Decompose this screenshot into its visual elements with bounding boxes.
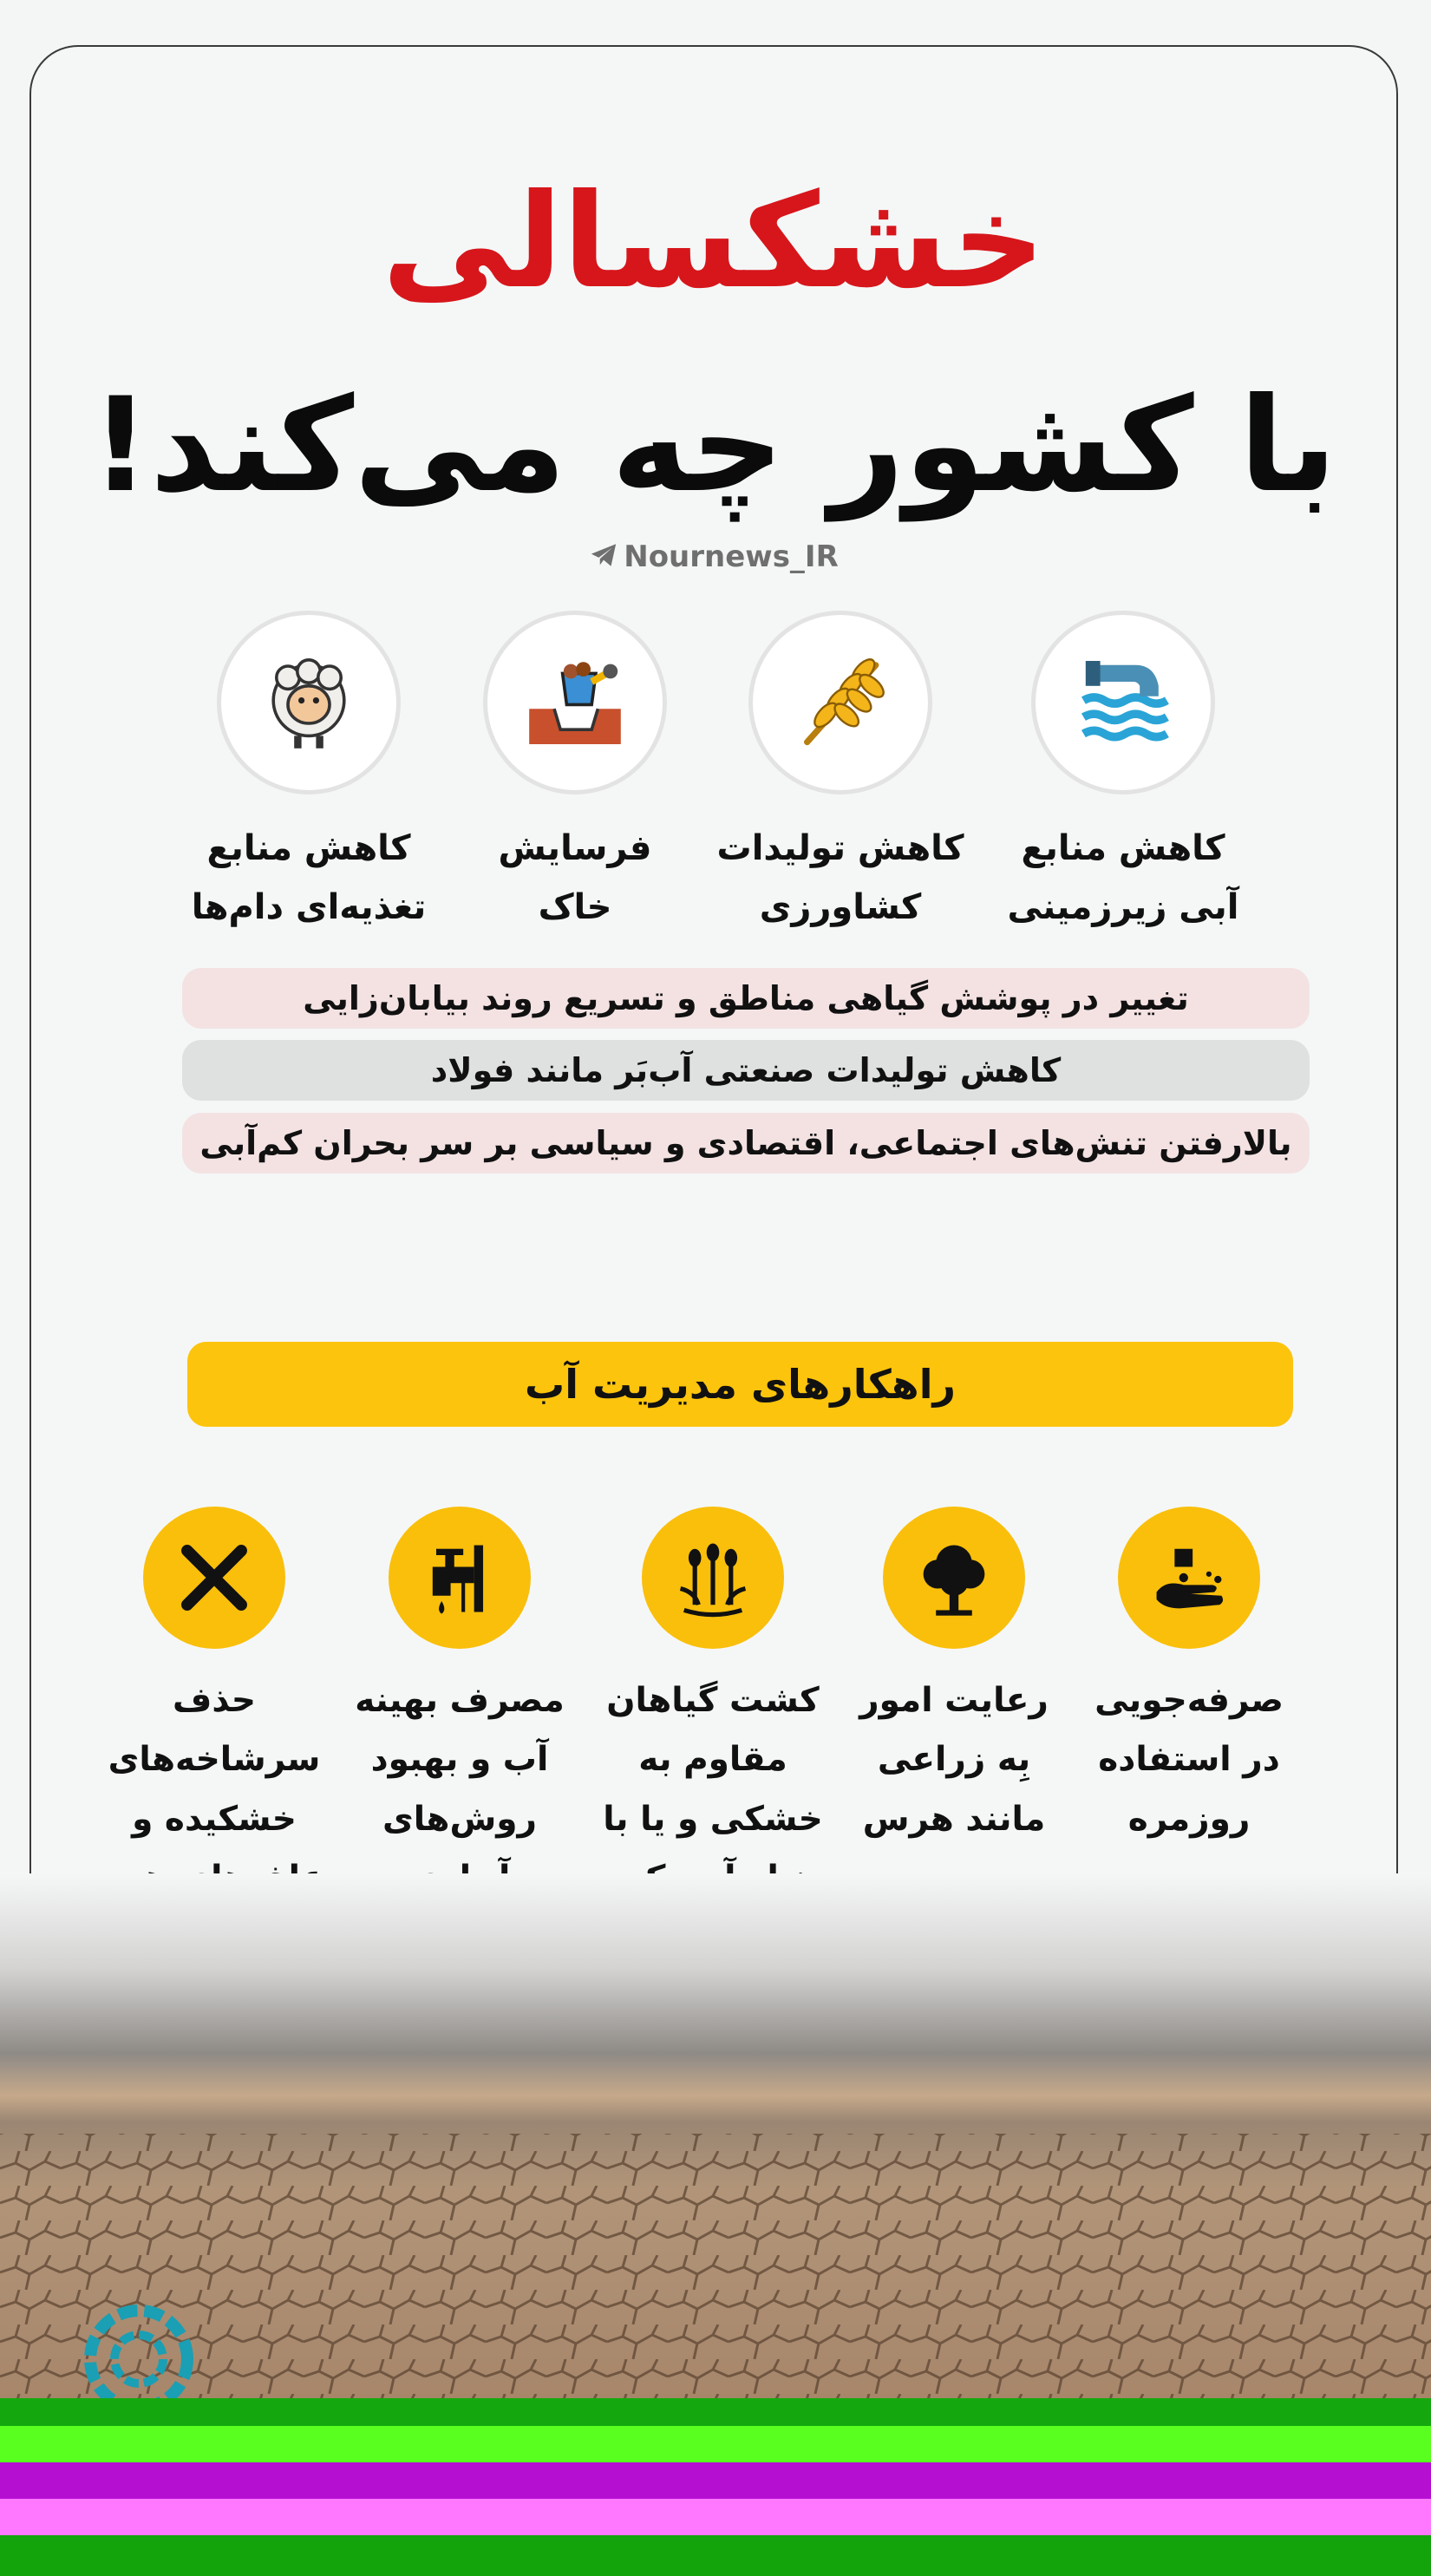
nournews-logo	[71, 2298, 205, 2415]
solution-pruning	[828, 1507, 1080, 1849]
solution-icon-circle	[883, 1507, 1025, 1649]
solution-label: صرفه‌جویی در استفاده روزمره	[1094, 1681, 1284, 1839]
solution-icon-circle	[1118, 1507, 1260, 1649]
cracked-ground-image	[0, 1873, 1431, 2403]
solution-label: رعایت امور بِه زراعی مانند هرس	[859, 1681, 1049, 1839]
page-title: خشکسالی	[382, 167, 1046, 317]
groundwater-pipe-icon	[1071, 651, 1175, 755]
tree-icon	[909, 1533, 999, 1623]
solution-icon-circle	[389, 1507, 531, 1649]
solution-icon-circle	[143, 1507, 285, 1649]
impact-label: کاهش تولیدات کشاورزی	[716, 828, 964, 927]
solutions-banner: راهکارهای مدیریت آب	[187, 1342, 1293, 1427]
glitch-stripe	[0, 2426, 1431, 2462]
impact-icon-circle	[1031, 611, 1215, 794]
impact-icon-circle	[748, 611, 932, 794]
glitch-stripe	[0, 2499, 1431, 2535]
effect-bar: بالارفتن تنش‌های اجتماعی، اقتصادی و سیاسی بر سر بحران کم‌آبی	[182, 1113, 1310, 1174]
solution-saving	[1063, 1507, 1315, 1849]
impact-soil-erosion	[436, 611, 714, 937]
page-subtitle: با کشور چه می‌کند!	[90, 370, 1337, 521]
solution-drought-plants	[587, 1507, 839, 1908]
solution-weeds	[88, 1507, 340, 1908]
effect-bar: کاهش تولیدات صنعتی آب‌بَر مانند فولاد	[182, 1040, 1310, 1101]
solution-label: کشت گیاهان مقاوم به خشکی و یا با	[603, 1681, 823, 1839]
solution-irrigation	[334, 1507, 585, 1908]
effect-bar: تغییر در پوشش گیاهی مناطق و تسریع روند بیابان‌زایی	[182, 968, 1310, 1029]
plants-icon	[668, 1533, 758, 1623]
solution-label: حذف سرشاخه‌های خشکیده و	[108, 1681, 321, 1839]
cross-icon	[169, 1533, 259, 1623]
sheep-icon	[257, 651, 361, 755]
telegram-icon	[589, 540, 618, 570]
telegram-handle[interactable]	[31, 539, 1396, 574]
impact-icon-circle	[483, 611, 667, 794]
soil-excavator-icon	[523, 651, 627, 755]
impact-label: فرسایش خاک	[498, 828, 652, 927]
glitch-stripe	[0, 2535, 1431, 2576]
impact-agriculture	[702, 611, 979, 937]
impact-groundwater	[984, 611, 1262, 937]
impact-label: کاهش منابع تغذیه‌ای دام‌ها	[191, 828, 427, 927]
wheat-icon	[788, 651, 892, 755]
solution-icon-circle	[642, 1507, 784, 1649]
faucet-icon	[415, 1533, 505, 1623]
solution-label: مصرف بهینه آب و بهبود روش‌های	[355, 1681, 565, 1839]
handle-text: Nournews_IR	[624, 539, 839, 574]
impact-icon-circle	[217, 611, 401, 794]
impact-livestock-feed	[170, 611, 448, 937]
hand-washing-icon	[1144, 1533, 1234, 1623]
impact-label: کاهش منابع آبی زیرزمینی	[1007, 828, 1239, 927]
glitch-stripe	[0, 2462, 1431, 2499]
